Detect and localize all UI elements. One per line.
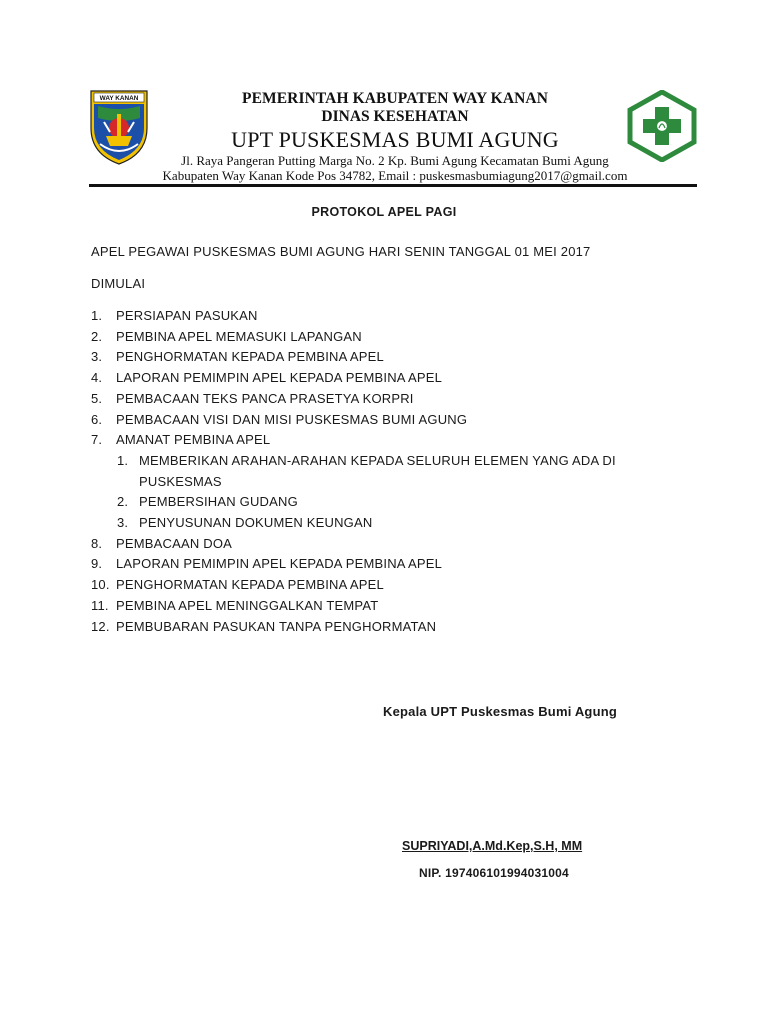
step-text: PEMBINA APEL MENINGGALKAN TEMPAT — [116, 597, 379, 613]
substep-number: 2. — [117, 494, 129, 510]
header-divider — [89, 184, 697, 187]
substep-number: 3. — [117, 515, 129, 531]
step-number: 8. — [91, 535, 103, 551]
step-number: 6. — [91, 411, 103, 427]
list-item — [91, 327, 651, 348]
list-item — [91, 430, 651, 534]
substep-text-continued: PUSKESMAS — [139, 473, 222, 489]
substep-text: PENYUSUNAN DOKUMEN KEUNGAN — [139, 515, 373, 531]
step-text: PEMBACAAN VISI DAN MISI PUSKESMAS BUMI AGUNG — [116, 411, 468, 427]
signatory-nip: NIP. 197406101994031004 — [419, 866, 569, 880]
substep-number: 1. — [117, 452, 129, 468]
step-text: PENGHORMATAN KEPADA PEMBINA APEL — [116, 349, 384, 365]
step-number: 12. — [91, 618, 110, 634]
list-item — [91, 534, 651, 555]
step-text: LAPORAN PEMIMPIN APEL KEPADA PEMBINA APEL — [116, 556, 443, 572]
amanat-substeps — [91, 451, 651, 534]
institution-name: UPT PUSKESMAS BUMI AGUNG — [231, 127, 559, 152]
step-number: 11. — [91, 597, 109, 613]
list-item — [91, 347, 651, 368]
list-item — [91, 617, 651, 638]
step-number: 10. — [91, 577, 110, 593]
agency-name: DINAS KESEHATAN — [321, 108, 469, 125]
sub-list-item — [91, 451, 651, 492]
document-title: PROTOKOL APEL PAGI — [311, 205, 457, 219]
step-text: LAPORAN PEMIMPIN APEL KEPADA PEMBINA APEL — [116, 370, 443, 386]
step-text: AMANAT PEMBINA APEL — [116, 432, 271, 448]
step-text: PEMBACAAN TEKS PANCA PRASETYA KORPRI — [116, 390, 414, 406]
list-item — [91, 306, 651, 327]
step-text: PERSIAPAN PASUKAN — [116, 308, 258, 323]
substep-text: MEMBERIKAN ARAHAN-ARAHAN KEPADA SELURUH ELEMEN YANG ADA DI — [139, 452, 616, 468]
list-item — [91, 410, 651, 431]
list-item — [91, 596, 651, 617]
step-text: PEMBUBARAN PASUKAN TANPA PENGHORMATAN — [116, 618, 437, 634]
puskesmas-logo-icon — [626, 90, 698, 162]
step-number: 1. — [91, 308, 103, 323]
address-line-2: Kabupaten Way Kanan Kode Pos 34782, Email : puskesmasbumiagung2017@gmail.com — [162, 168, 628, 183]
list-item — [91, 389, 651, 410]
list-item — [91, 554, 651, 575]
sub-list-item — [91, 513, 651, 534]
step-number: 9. — [91, 556, 103, 572]
address-line-1: Jl. Raya Pangeran Putting Marga No. 2 Kp. Bumi Agung Kecamatan Bumi Agung — [181, 153, 609, 168]
start-label: DIMULAI — [91, 276, 146, 291]
signatory-name: SUPRIYADI,A.Md.Kep,S.H, MM — [402, 839, 583, 853]
list-item — [91, 368, 651, 389]
intro-text: APEL PEGAWAI PUSKESMAS BUMI AGUNG HARI SENIN TANGGAL 01 MEI 2017 — [91, 244, 591, 259]
signatory-title: Kepala UPT Puskesmas Bumi Agung — [383, 704, 617, 719]
step-text: PEMBACAAN DOA — [116, 535, 233, 551]
step-text: PEMBINA APEL MEMASUKI LAPANGAN — [116, 328, 362, 344]
sub-list-item — [91, 492, 651, 513]
letterhead — [140, 89, 650, 183]
protocol-steps — [91, 306, 651, 637]
step-number: 5. — [91, 390, 103, 406]
government-name: PEMERINTAH KABUPATEN WAY KANAN — [242, 90, 548, 107]
svg-text:WAY KANAN: WAY KANAN — [99, 95, 139, 102]
step-text: PENGHORMATAN KEPADA PEMBINA APEL — [116, 577, 384, 593]
step-number: 3. — [91, 349, 103, 365]
step-number: 2. — [91, 328, 103, 344]
step-number: 7. — [91, 432, 103, 448]
substep-text: PEMBERSIHAN GUDANG — [139, 494, 298, 510]
step-number: 4. — [91, 370, 103, 386]
list-item — [91, 575, 651, 596]
